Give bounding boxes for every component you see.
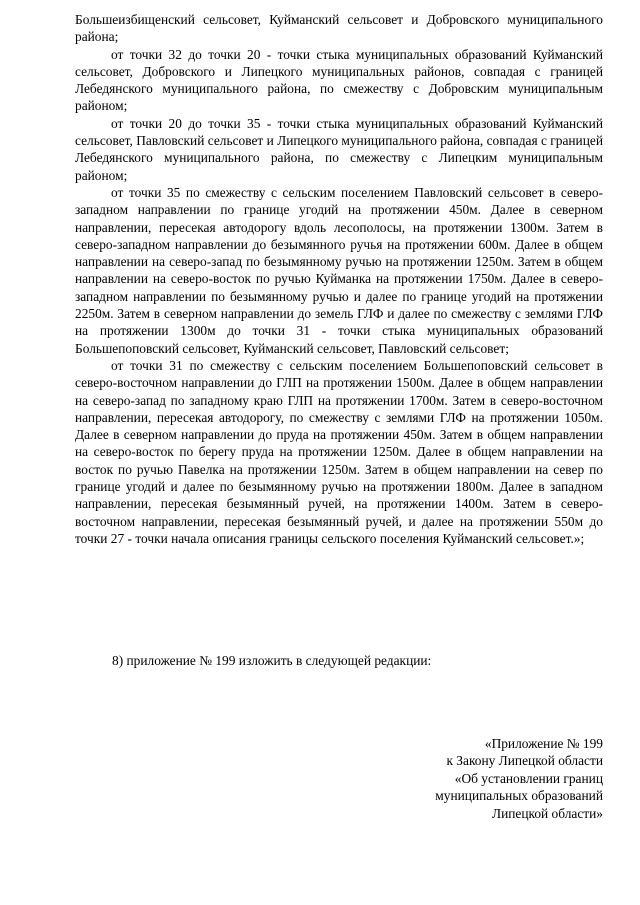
appendix-header-line: муниципальных образований [435,788,603,804]
paragraph-point-20-to-35: от точки 20 до точки 35 - точки стыка муниципальных образований Куйманский сельсовет, Павловский сельсовет и Липецкого муниципального района, совпадая с границей Лебедянского муниципального района, по смежеству с Липецким муниципальным районом; [75,115,603,183]
appendix-header-line: «Об установлении границ [454,770,603,786]
paragraph-point-32-to-20: от точки 32 до точки 20 - точки стыка муниципальных образований Куйманский сельсовет, Добровского и Липецкого муниципальных районов, совпадая с границей Лебедянского муниципального района, по смежеству с Добровским муниципальным районом; [75,46,603,114]
paragraph-point-31: от точки 31 по смежеству с сельским поселением Большепоповский сельсовет в северо-восточном направлении до ГЛП на протяжении 1500м. Далее в общем направлении на северо-запад по западному краю ГЛП на протяжении 1700м. Затем в северо-восточном направлении, пересекая автодорогу, по смежеству с землями ГЛФ на протяжении 1050м. Далее в северном направлении до пруда на протяжении 450м. Затем в общем направлении на северо-восток по берегу пруда на протяжении 1250м. Далее в общем направлении на восток по ручью Павелка на протяжении 1250м. Затем в общем направлении на север по границе угодий и далее по безымянному ручью на протяжении 1800м. Далее в западном направлении, пересекая безымянный ручей, на протяжении 1400м. Затем в северо-восточном направлении, пересекая безымянный ручей, и далее на протяжении 550м до точки 27 - точки начала описания границы сельского поселения Куйманский сельсовет.»; [75,357,603,546]
appendix-header-line: к Закону Липецкой области [446,753,603,769]
paragraph-point-35: от точки 35 по смежеству с сельским поселением Павловский сельсовет в северо-западном направлении по границе угодий на протяжении 450м. Далее в северном направлении, пересекая автодорогу вдоль лесополосы, на протяжении 1300м. Затем в северо-западном направлении до безымянного ручья на протяжении 600м. Далее в общем направлении на северо-запад по безымянному ручью на протяжении 1250м. Затем в общем направлении на северо-восток по ручью Куйманка на протяжении 1750м. Далее в северо-западном направлении по безымянному ручью и далее по границе угодий на протяжении 2250м. Затем в северном направлении до земель ГЛФ и далее по смежеству с землями ГЛФ на протяжении 1300м до точки 31 - точки стыка муниципальных образований Большепоповский сельсовет, Куйманский сельсовет, Павловский сельсовет; [75,184,603,356]
appendix-header-line: Липецкой области» [491,805,603,821]
appendix-header-line: «Приложение № 199 [484,736,603,751]
amendment-item: 8) приложение № 199 изложить в следующей редакции: [112,653,432,668]
appendix-header [435,735,603,822]
paragraph-continuation: Большеизбищенский сельсовет, Куйманский сельсовет и Добровского муниципального района; [75,12,603,45]
boundary-description [75,11,603,547]
